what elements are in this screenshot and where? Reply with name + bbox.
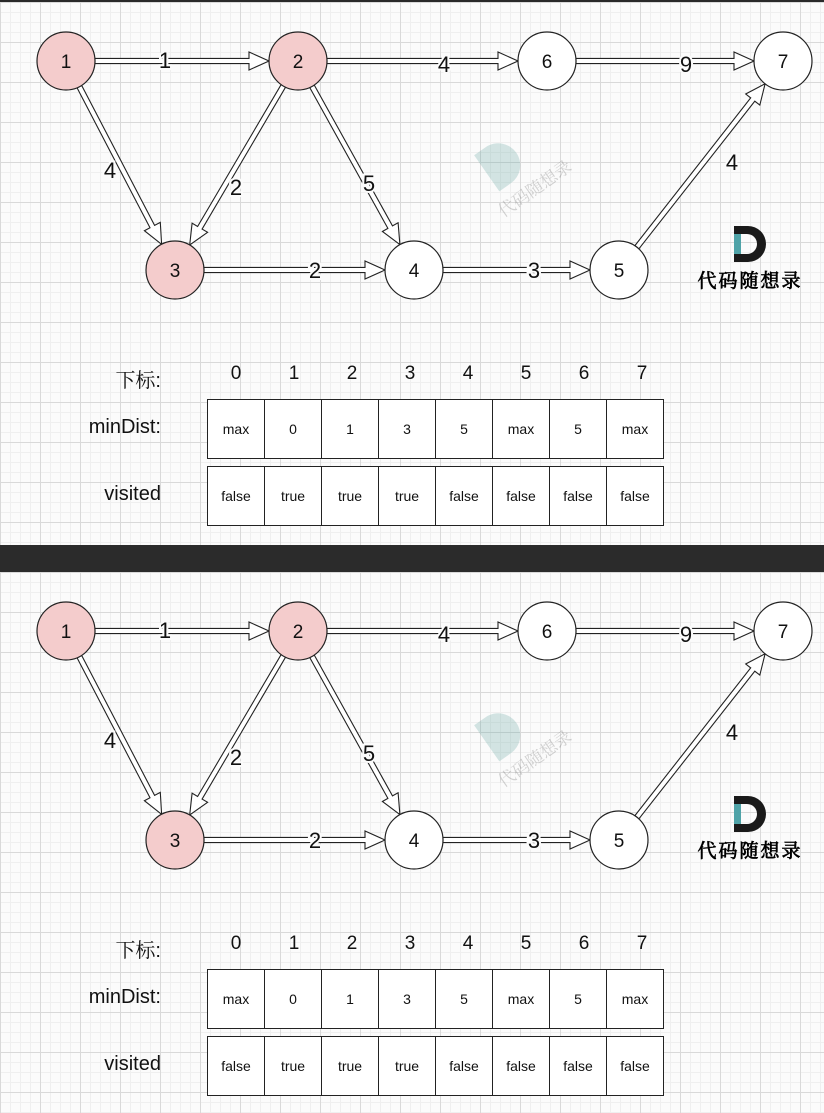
visited-row <box>207 1036 664 1096</box>
node-label: 2 <box>292 52 304 73</box>
edge-4-5 <box>443 261 590 279</box>
min-dist-row-cell: max <box>208 400 265 458</box>
edge-weight-3-4: 2 <box>308 828 322 853</box>
watermark-logo-icon <box>474 135 529 192</box>
index-header: 3 <box>404 933 416 954</box>
node-2 <box>269 602 327 660</box>
index-header: 5 <box>520 933 532 954</box>
index-header: 4 <box>462 933 474 954</box>
node-1 <box>37 602 95 660</box>
index-header: 4 <box>462 363 474 384</box>
edge-2-6 <box>327 622 518 640</box>
min-dist-row-cell: 5 <box>550 400 607 458</box>
brand-logo-icon <box>732 794 768 834</box>
edge-weight-5-7: 4 <box>725 150 739 175</box>
brand-logo-text: 代码随想录 <box>697 840 803 862</box>
panel-bottom <box>0 572 824 1113</box>
min-dist-row-cell: max <box>607 970 664 1028</box>
index-header: 6 <box>578 933 590 954</box>
edge-weight-2-4: 5 <box>362 741 376 766</box>
visited-row-cell: true <box>265 467 322 525</box>
edge-weight-2-3: 2 <box>229 745 243 770</box>
node-label: 7 <box>777 52 789 73</box>
edge-6-7 <box>576 622 754 640</box>
node-label: 1 <box>60 622 72 643</box>
min-dist-row-cell: max <box>493 970 550 1028</box>
visited-row-cell: false <box>436 1037 493 1095</box>
node-label: 5 <box>613 261 625 282</box>
edge-weight-1-3: 4 <box>103 728 117 753</box>
visited-row-cell: true <box>265 1037 322 1095</box>
node-label: 6 <box>541 622 553 643</box>
visited-row-cell: false <box>607 467 664 525</box>
index-header: 3 <box>404 363 416 384</box>
watermark-text: 代码随想录 <box>494 156 576 222</box>
edge-weight-6-7: 9 <box>679 52 693 77</box>
visited-row-label: visited <box>104 1053 161 1075</box>
edge-weight-2-3: 2 <box>229 175 243 200</box>
node-label: 1 <box>60 52 72 73</box>
index-header: 2 <box>346 933 358 954</box>
brand-logo <box>690 794 810 863</box>
node-6 <box>518 32 576 90</box>
min-dist-row-cell: 5 <box>436 400 493 458</box>
min-dist-row-cell: max <box>607 400 664 458</box>
visited-row-cell: false <box>493 1037 550 1095</box>
node-2 <box>269 32 327 90</box>
edge-weight-3-4: 2 <box>308 258 322 283</box>
visited-row-cell: false <box>208 467 265 525</box>
min-dist-row-cell: 5 <box>436 970 493 1028</box>
visited-row-cell: false <box>493 467 550 525</box>
min-dist-row-cell: 1 <box>322 970 379 1028</box>
node-label: 6 <box>541 52 553 73</box>
node-label: 3 <box>169 831 181 852</box>
index-header: 1 <box>288 363 300 384</box>
node-5 <box>590 811 648 869</box>
index-header: 1 <box>288 933 300 954</box>
brand-logo <box>690 224 810 293</box>
brand-logo-text: 代码随想录 <box>697 270 803 292</box>
index-row-label: 下标: <box>115 370 161 392</box>
node-label: 3 <box>169 261 181 282</box>
visited-row-cell: false <box>208 1037 265 1095</box>
visited-row-cell: false <box>550 467 607 525</box>
edge-1-3 <box>77 86 162 245</box>
edge-weight-1-2: 1 <box>158 48 172 73</box>
visited-row-cell: true <box>322 467 379 525</box>
min-dist-row <box>207 399 664 459</box>
node-5 <box>590 241 648 299</box>
edge-weight-2-6: 4 <box>437 622 451 647</box>
edge-weight-2-6: 4 <box>437 52 451 77</box>
edge-weight-4-5: 3 <box>527 258 541 283</box>
node-4 <box>385 811 443 869</box>
min-dist-row-cell: 3 <box>379 400 436 458</box>
edge-weight-5-7: 4 <box>725 720 739 745</box>
node-label: 4 <box>408 831 420 852</box>
visited-row-cell: false <box>436 467 493 525</box>
min-dist-row-label: minDist: <box>88 986 161 1008</box>
node-7 <box>754 32 812 90</box>
node-4 <box>385 241 443 299</box>
visited-row-cell: false <box>550 1037 607 1095</box>
node-3 <box>146 811 204 869</box>
edge-6-7 <box>576 52 754 70</box>
node-label: 4 <box>408 261 420 282</box>
node-label: 2 <box>292 622 304 643</box>
watermark <box>464 113 575 222</box>
node-6 <box>518 602 576 660</box>
panel-separator <box>0 545 824 572</box>
edge-1-2 <box>95 622 269 640</box>
visited-row-label: visited <box>104 483 161 505</box>
min-dist-row-cell: 0 <box>265 970 322 1028</box>
min-dist-row-cell: 0 <box>265 400 322 458</box>
min-dist-row-label: minDist: <box>88 416 161 438</box>
edge-2-4 <box>310 85 400 245</box>
index-row-label: 下标: <box>115 940 161 962</box>
visited-row-cell: true <box>379 1037 436 1095</box>
visited-row-cell: true <box>322 1037 379 1095</box>
visited-row-cell: false <box>607 1037 664 1095</box>
index-header: 5 <box>520 363 532 384</box>
edge-1-2 <box>95 52 269 70</box>
min-dist-row-cell: max <box>208 970 265 1028</box>
index-header: 0 <box>230 933 242 954</box>
panel-top <box>0 0 824 545</box>
edge-weight-1-2: 1 <box>158 618 172 643</box>
edge-weight-1-3: 4 <box>103 158 117 183</box>
min-dist-row-cell: max <box>493 400 550 458</box>
index-header: 7 <box>636 933 648 954</box>
edge-3-4 <box>204 261 385 279</box>
min-dist-row-cell: 1 <box>322 400 379 458</box>
edge-3-4 <box>204 831 385 849</box>
edge-weight-4-5: 3 <box>527 828 541 853</box>
min-dist-row-cell: 5 <box>550 970 607 1028</box>
node-3 <box>146 241 204 299</box>
min-dist-row <box>207 969 664 1029</box>
index-header: 2 <box>346 363 358 384</box>
brand-logo-icon <box>732 224 768 264</box>
node-label: 5 <box>613 831 625 852</box>
node-1 <box>37 32 95 90</box>
watermark-logo-icon <box>474 705 529 762</box>
min-dist-row-cell: 3 <box>379 970 436 1028</box>
index-header: 0 <box>230 363 242 384</box>
edge-2-3 <box>190 655 286 815</box>
visited-row-cell: true <box>379 467 436 525</box>
node-7 <box>754 602 812 660</box>
watermark-text: 代码随想录 <box>494 726 576 792</box>
watermark <box>464 683 575 792</box>
visited-row <box>207 466 664 526</box>
index-header: 6 <box>578 363 590 384</box>
edge-weight-2-4: 5 <box>362 171 376 196</box>
edge-weight-6-7: 9 <box>679 622 693 647</box>
node-label: 7 <box>777 622 789 643</box>
edge-2-3 <box>190 85 286 245</box>
edge-2-6 <box>327 52 518 70</box>
edge-1-3 <box>77 656 162 815</box>
edge-2-4 <box>310 655 400 815</box>
edge-4-5 <box>443 831 590 849</box>
index-header: 7 <box>636 363 648 384</box>
